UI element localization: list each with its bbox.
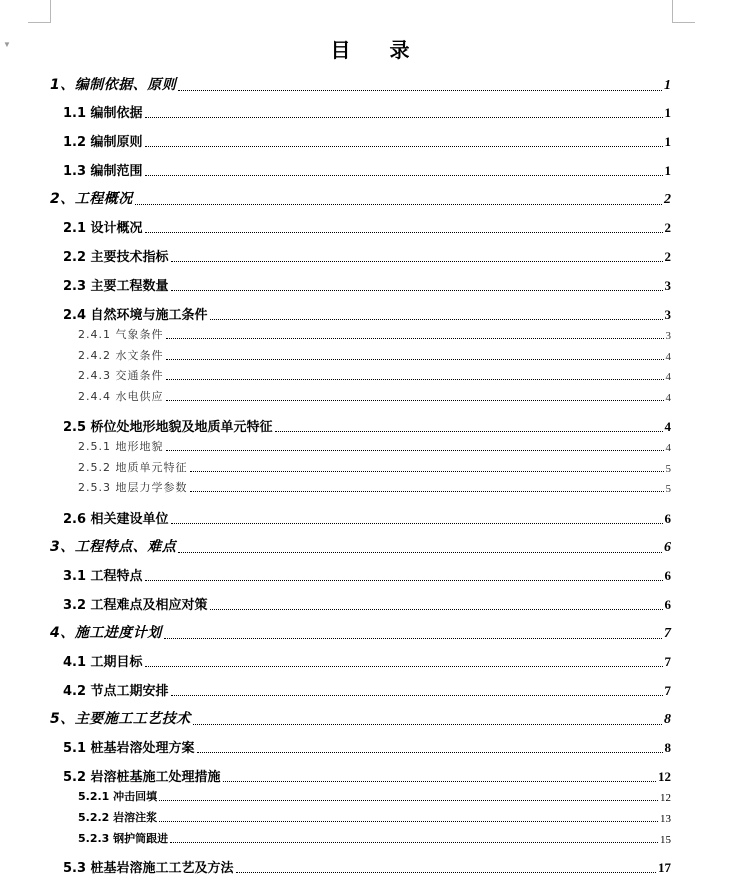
toc-page-number: 3 bbox=[665, 330, 671, 342]
toc-page-number: 3 bbox=[664, 278, 671, 293]
toc-entry-3-2[interactable] bbox=[63, 594, 671, 613]
toc-page-number: 6 bbox=[664, 511, 671, 526]
toc-entry-1-3[interactable] bbox=[63, 160, 671, 179]
toc-page-number: 4 bbox=[665, 371, 671, 383]
toc-entry-label: 2.4.3 交通条件 bbox=[78, 369, 164, 382]
toc-entry-label: 4.2 节点工期安排 bbox=[63, 684, 169, 699]
toc-entry-2[interactable] bbox=[50, 188, 671, 208]
toc-entry-label: 3、工程特点、难点 bbox=[50, 539, 177, 555]
toc-entry-5-2-2[interactable] bbox=[78, 809, 671, 825]
toc-entry-label: 3.1 工程特点 bbox=[63, 569, 143, 584]
toc-page-number: 1 bbox=[664, 163, 671, 178]
toc-page-number: 1 bbox=[664, 105, 671, 120]
toc-entry-label: 2.5 桥位处地形地貌及地质单元特征 bbox=[63, 420, 273, 435]
toc-entry-3[interactable] bbox=[50, 536, 671, 556]
toc-entry-2-5-3[interactable] bbox=[78, 479, 671, 495]
toc-entry-2-1[interactable] bbox=[63, 217, 671, 236]
dot-leader bbox=[236, 871, 656, 873]
toc-entry-2-4-4[interactable] bbox=[78, 388, 671, 404]
toc-page-number: 6 bbox=[664, 568, 671, 583]
dot-leader bbox=[166, 449, 664, 451]
toc-page-number: 17 bbox=[658, 860, 671, 875]
dot-leader bbox=[190, 490, 664, 492]
dot-leader bbox=[210, 318, 663, 320]
dot-leader bbox=[159, 820, 658, 822]
toc-entry-3-1[interactable] bbox=[63, 565, 671, 584]
toc-entry-1[interactable] bbox=[50, 74, 671, 94]
toc-page-number: 4 bbox=[665, 351, 671, 363]
toc-entry-label: 1.1 编制依据 bbox=[63, 106, 143, 121]
toc-page-number: 7 bbox=[664, 654, 671, 669]
toc-entry-2-4-1[interactable] bbox=[78, 326, 671, 342]
toc-entry-5-2-3[interactable] bbox=[78, 830, 671, 846]
dot-leader bbox=[145, 665, 663, 667]
toc-entry-5-3[interactable] bbox=[63, 857, 671, 876]
dot-leader bbox=[166, 378, 664, 380]
toc-entry-2-5-1[interactable] bbox=[78, 438, 671, 454]
toc-entry-2-3[interactable] bbox=[63, 275, 671, 294]
toc-entry-1-1[interactable] bbox=[63, 102, 671, 121]
toc-entry-2-4-3[interactable] bbox=[78, 367, 671, 383]
page-corner-mark-top-right bbox=[672, 0, 695, 23]
toc-entry-label: 2.1 设计概况 bbox=[63, 221, 143, 236]
dot-leader bbox=[197, 751, 663, 753]
dot-leader bbox=[171, 694, 663, 696]
toc-entry-label: 4、施工进度计划 bbox=[50, 625, 162, 641]
toc-entry-2-5-2[interactable] bbox=[78, 459, 671, 475]
toc-entry-label: 5.1 桩基岩溶处理方案 bbox=[63, 741, 195, 756]
dot-leader bbox=[193, 723, 662, 725]
toc-page-number: 8 bbox=[664, 712, 671, 727]
toc-page-number: 2 bbox=[664, 192, 671, 207]
toc-entry-label: 4.1 工期目标 bbox=[63, 655, 143, 670]
dot-leader bbox=[190, 470, 664, 472]
toc-page-number: 1 bbox=[664, 134, 671, 149]
toc-page-number: 2 bbox=[664, 249, 671, 264]
dot-leader bbox=[166, 337, 664, 339]
toc-page-number: 12 bbox=[660, 792, 671, 804]
toc-entry-label: 5.2 岩溶桩基施工处理措施 bbox=[63, 770, 221, 785]
toc-page-number: 4 bbox=[665, 392, 671, 404]
toc-entry-label: 5、主要施工工艺技术 bbox=[50, 711, 191, 727]
toc-entry-5-2[interactable] bbox=[63, 766, 671, 785]
toc-entry-2-6[interactable] bbox=[63, 508, 671, 527]
toc-entry-4-2[interactable] bbox=[63, 680, 671, 699]
page-title: 目 录 bbox=[330, 38, 426, 62]
toc-entry-5[interactable] bbox=[50, 708, 671, 728]
collapse-triangle-icon[interactable]: ▼ bbox=[3, 40, 11, 49]
toc-page-number: 3 bbox=[664, 307, 671, 322]
dot-leader bbox=[145, 145, 663, 147]
toc-entry-5-1[interactable] bbox=[63, 737, 671, 756]
dot-leader bbox=[166, 399, 664, 401]
toc-page-number: 6 bbox=[664, 540, 671, 555]
dot-leader bbox=[145, 579, 663, 581]
dot-leader bbox=[171, 260, 663, 262]
toc-entry-label: 2、工程概况 bbox=[50, 191, 133, 207]
toc-entry-4[interactable] bbox=[50, 622, 671, 642]
dot-leader bbox=[170, 841, 658, 843]
toc-entry-label: 2.4.1 气象条件 bbox=[78, 328, 164, 341]
dot-leader bbox=[145, 174, 663, 176]
toc-page-number: 8 bbox=[664, 740, 671, 755]
toc-page-number: 4 bbox=[665, 442, 671, 454]
dot-leader bbox=[210, 608, 663, 610]
dot-leader bbox=[159, 799, 658, 801]
toc-page-number: 5 bbox=[665, 483, 671, 495]
toc-entry-label: 2.4.4 水电供应 bbox=[78, 390, 164, 403]
dot-leader bbox=[166, 358, 664, 360]
toc-entry-label: 1.3 编制范围 bbox=[63, 164, 143, 179]
toc-page-number: 6 bbox=[664, 597, 671, 612]
dot-leader bbox=[135, 203, 662, 205]
dot-leader bbox=[171, 522, 663, 524]
toc-entry-2-4-2[interactable] bbox=[78, 347, 671, 363]
toc-entry-label: 2.5.2 地质单元特征 bbox=[78, 461, 188, 474]
toc-page-number: 15 bbox=[660, 834, 671, 846]
toc-entry-label: 2.2 主要技术指标 bbox=[63, 250, 169, 265]
toc-entry-label: 2.5.3 地层力学参数 bbox=[78, 481, 188, 494]
toc-entry-2-4[interactable] bbox=[63, 304, 671, 323]
toc-entry-2-2[interactable] bbox=[63, 246, 671, 265]
toc-page-number: 5 bbox=[665, 463, 671, 475]
toc-entry-label: 2.5.1 地形地貌 bbox=[78, 440, 164, 453]
toc-entry-2-5[interactable] bbox=[63, 416, 671, 435]
toc-page-number: 2 bbox=[664, 220, 671, 235]
toc-entry-label: 1.2 编制原则 bbox=[63, 135, 143, 150]
toc-entry-5-2-1[interactable] bbox=[78, 788, 671, 804]
dot-leader bbox=[145, 231, 663, 233]
toc-page-number: 12 bbox=[658, 769, 671, 784]
toc-entry-label: 5.3 桩基岩溶施工工艺及方法 bbox=[63, 861, 234, 876]
toc-page-number: 1 bbox=[664, 78, 671, 93]
toc-entry-label: 5.2.2 岩溶注浆 bbox=[78, 811, 158, 824]
toc-entry-label: 2.4 自然环境与施工条件 bbox=[63, 308, 208, 323]
dot-leader bbox=[178, 551, 662, 553]
toc-entry-label: 5.2.1 冲击回填 bbox=[78, 790, 158, 803]
toc-entry-4-1[interactable] bbox=[63, 651, 671, 670]
dot-leader bbox=[145, 116, 663, 118]
toc-entry-label: 2.4.2 水文条件 bbox=[78, 349, 164, 362]
toc-entry-label: 1、编制依据、原则 bbox=[50, 77, 177, 93]
dot-leader bbox=[275, 430, 663, 432]
toc-entry-label: 3.2 工程难点及相应对策 bbox=[63, 598, 208, 613]
dot-leader bbox=[178, 89, 662, 91]
toc-entry-1-2[interactable] bbox=[63, 131, 671, 150]
page-corner-mark-top-left bbox=[28, 0, 51, 23]
dot-leader bbox=[223, 780, 656, 782]
dot-leader bbox=[164, 637, 662, 639]
toc-entry-label: 2.3 主要工程数量 bbox=[63, 279, 169, 294]
toc-page-number: 13 bbox=[660, 813, 671, 825]
toc-page-number: 7 bbox=[664, 626, 671, 641]
toc-page-number: 4 bbox=[664, 419, 671, 434]
toc-entry-label: 5.2.3 钢护筒跟进 bbox=[78, 832, 169, 845]
toc-page-number: 7 bbox=[664, 683, 671, 698]
toc-entry-label: 2.6 相关建设单位 bbox=[63, 512, 169, 527]
dot-leader bbox=[171, 289, 663, 291]
